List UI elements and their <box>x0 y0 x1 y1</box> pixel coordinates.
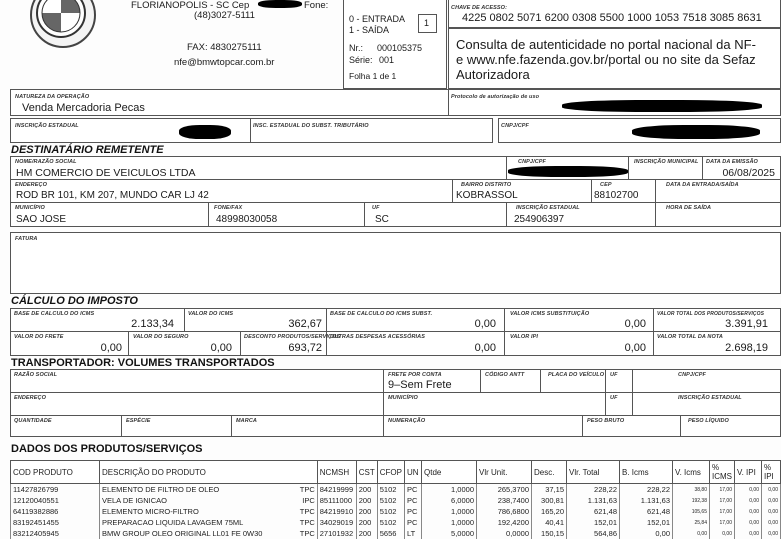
cell-bicms: 621,48 <box>620 506 673 517</box>
danfe-serie-label: Série: <box>349 55 373 65</box>
cell-pipi: 0,00 <box>762 495 781 506</box>
cell-cfop: 5102 <box>377 495 404 506</box>
transp-ie-label: INSCRIÇÃO ESTADUAL <box>678 395 742 401</box>
cell-desc: 150,15 <box>532 528 567 539</box>
imposto-sep-4 <box>653 308 654 356</box>
v-nota-value: 2.698,19 <box>725 342 768 354</box>
transp-especie-label: ESPÉCIE <box>126 418 151 424</box>
cell-pipi: 0,00 <box>762 517 781 528</box>
outras-label: OUTRAS DESPESAS ACESSÓRIAS <box>330 334 425 340</box>
dest-emissao-label: DATA DA EMISSÃO <box>706 159 758 165</box>
transp-sep-1 <box>383 369 384 437</box>
dest-emissao: 06/08/2025 <box>722 167 775 179</box>
transp-uf-label: UF <box>610 372 618 378</box>
transp-qtd-label: QUANTIDADE <box>14 418 52 424</box>
cell-un: PC <box>405 506 422 517</box>
transp-municipio-label: MUNICÍPIO <box>388 395 418 401</box>
bc-icms-label: BASE DE CALCULO DO ICMS <box>14 311 95 317</box>
transp-placa-label: PLACA DO VEÍCULO <box>548 372 605 378</box>
imposto-title: CÁLCULO DO IMPOSTO <box>11 295 138 307</box>
dest-uf-label: UF <box>372 205 380 211</box>
transp-sep-9 <box>680 415 681 437</box>
ipi-label: VALOR IPI <box>510 334 538 340</box>
cell-vicms: 25,84 <box>673 517 710 528</box>
dest-endereco: ROD BR 101, KM 207, MUNDO CAR LJ 42 <box>16 190 209 201</box>
cell-origem: TPC <box>294 517 317 528</box>
cell-qtde: 1,0000 <box>422 506 477 517</box>
col-vunit: Vlr Unit. <box>477 461 532 484</box>
cell-vtotal: 228,22 <box>567 484 620 496</box>
transp-razao-label: RAZÃO SOCIAL <box>14 372 58 378</box>
redacted-protocolo <box>562 100 762 112</box>
transp-sep-6 <box>121 415 122 437</box>
emitter-fax: FAX: 4830275111 <box>187 42 262 53</box>
dest-endereco-label: ENDEREÇO <box>15 182 47 188</box>
col-cfop: CFOP <box>377 461 404 484</box>
cell-cfop: 5102 <box>377 506 404 517</box>
cell-cod: 12120040551 <box>11 495 100 506</box>
cell-origem: TPC <box>294 484 317 496</box>
cell-ncmsh: 27101932 <box>317 528 356 539</box>
cell-vipi: 0,00 <box>735 495 762 506</box>
transp-bruto-label: PESO BRUTO <box>587 418 625 424</box>
dest-nome: HM COMERCIO DE VEICULOS LTDA <box>16 167 196 179</box>
dest-bairro: KOBRASSOL <box>456 190 518 201</box>
dest-ie-label: INSCRIÇÃO ESTADUAL <box>516 205 580 211</box>
emitter-phone: (48)3027-5111 <box>194 10 255 21</box>
redacted-dest-cnpj <box>508 166 628 177</box>
col-cst: CST <box>356 461 377 484</box>
transp-divider-1 <box>10 392 781 393</box>
cell-picms: 0,00 <box>710 528 735 539</box>
company-logo <box>30 0 96 48</box>
cell-origem: TPC <box>294 506 317 517</box>
imposto-sep-6 <box>240 331 241 356</box>
products-table <box>10 460 781 539</box>
transp-sep-4 <box>605 369 606 415</box>
transp-divider-2 <box>10 415 781 416</box>
cell-picms: 17,00 <box>710 495 735 506</box>
cell-vicms: 38,80 <box>673 484 710 496</box>
natureza-value: Venda Mercadoria Pecas <box>22 102 145 114</box>
cell-vipi: 0,00 <box>735 528 762 539</box>
dest-nome-label: NOME/RAZÃO SOCIAL <box>15 159 77 165</box>
col-pipi: % IPI <box>762 461 781 484</box>
cell-ncmsh: 85111000 <box>317 495 356 506</box>
danfe-nr-label: Nr.: <box>349 43 364 53</box>
cell-ncmsh: 34029019 <box>317 517 356 528</box>
transp-numeracao-label: NUMERAÇÃO <box>388 418 426 424</box>
cell-vunit: 192,4200 <box>477 517 532 528</box>
redacted-ie <box>179 125 231 139</box>
cell-vicms: 105,65 <box>673 506 710 517</box>
dest-im-label: INSCRIÇÃO MUNICIPAL <box>634 159 699 165</box>
redacted-cep <box>258 0 302 8</box>
consulta-text: Consulta de autenticidade no portal nacional da NF-e www.nfe.fazenda.gov.br/portal ou no site da Sefaz Autorizadora <box>456 37 756 82</box>
emitter-fone-label: Fone: <box>304 0 329 11</box>
col-vicms: V. Icms <box>673 461 710 484</box>
ie-st-box <box>250 118 493 143</box>
desconto-label: DESCONTO PRODUTOS/SERVIÇOS <box>244 334 341 340</box>
danfe-entrada: 0 - ENTRADA <box>349 14 406 24</box>
bc-st-label: BASE DE CALCULO DO ICMS SUBST. <box>330 311 433 317</box>
v-nota-label: VALOR TOTAL DA NOTA <box>657 334 723 340</box>
dest-cep: 88102700 <box>594 190 639 201</box>
cell-desc: 40,41 <box>532 517 567 528</box>
dest-ie: 254906397 <box>514 214 565 225</box>
imposto-sep-3 <box>504 308 505 356</box>
transp-antt-label: CÓDIGO ANTT <box>485 372 525 378</box>
dest-uf: SC <box>375 214 389 225</box>
cell-descricao: ELEMENTO DE FILTRO DE OLEO <box>100 484 295 496</box>
cell-origem: TPC <box>294 528 317 539</box>
col-un: UN <box>405 461 422 484</box>
transp-frete-label: FRETE POR CONTA <box>388 372 442 378</box>
cell-qtde: 5,0000 <box>422 528 477 539</box>
transp-frete: 9–Sem Frete <box>388 379 452 391</box>
frete-value: 0,00 <box>100 342 122 354</box>
cell-cst: 200 <box>356 517 377 528</box>
cell-vipi: 0,00 <box>735 506 762 517</box>
dest-hora-label: HORA DE SAÍDA <box>666 205 712 211</box>
transp-sep-3 <box>540 369 541 392</box>
cell-vunit: 0,0000 <box>477 528 532 539</box>
cell-vtotal: 621,48 <box>567 506 620 517</box>
col-picms: % ICMS <box>710 461 735 484</box>
cell-pipi: 0,00 <box>762 506 781 517</box>
desconto-value: 693,72 <box>288 342 322 354</box>
cell-un: LT <box>405 528 422 539</box>
cell-qtde: 1,0000 <box>422 484 477 496</box>
cell-pipi: 0,00 <box>762 528 781 539</box>
imposto-sep-5 <box>128 331 129 356</box>
ie-st-label: INSC. ESTADUAL DO SUBST. TRIBUTÁRIO <box>253 123 369 129</box>
ie-label: INSCRIÇÃO ESTADUAL <box>15 123 79 129</box>
v-st-label: VALOR ICMS SUBSTITUIÇÃO <box>510 311 590 317</box>
col-descricao: DESCRIÇÃO DO PRODUTO <box>100 461 318 484</box>
danfe-nr-value: 000105375 <box>377 43 423 53</box>
table-row <box>11 528 781 539</box>
imposto-sep-2 <box>326 308 327 356</box>
col-ncmsh: NCMSH <box>317 461 356 484</box>
cell-descricao: VELA DE IGNICAO <box>100 495 295 506</box>
fatura-label: FATURA <box>15 236 38 242</box>
v-icms-value: 362,67 <box>288 318 322 330</box>
v-st-value: 0,00 <box>624 318 646 330</box>
cell-bicms: 152,01 <box>620 517 673 528</box>
dest-fone-label: FONE/FAX <box>214 205 243 211</box>
bmw-roundel-icon <box>30 0 92 44</box>
cell-cod: 11427826799 <box>11 484 100 496</box>
seguro-value: 0,00 <box>210 342 232 354</box>
cell-vipi: 0,00 <box>735 484 762 496</box>
cell-vtotal: 152,01 <box>567 517 620 528</box>
cell-ncmsh: 84219910 <box>317 506 356 517</box>
cell-un: PC <box>405 517 422 528</box>
transp-cnpj-label: CNPJ/CPF <box>678 372 706 378</box>
natureza-label: NATUREZA DA OPERAÇÃO <box>15 94 90 100</box>
cell-qtde: 6,0000 <box>422 495 477 506</box>
cell-bicms: 1.131,63 <box>620 495 673 506</box>
cell-vtotal: 1.131,63 <box>567 495 620 506</box>
cell-descricao: BMW GROUP OLEO ORIGINAL LL01 FE 0W30 <box>100 528 295 539</box>
cell-descricao: PREPARACAO LIQUIDA LAVAGEM 75ML <box>100 517 295 528</box>
cell-vunit: 786,6800 <box>477 506 532 517</box>
transp-endereco-label: ENDEREÇO <box>14 395 46 401</box>
cell-bicms: 0,00 <box>620 528 673 539</box>
cell-vunit: 238,7400 <box>477 495 532 506</box>
cell-descricao: ELEMENTO MICRO-FILTRO <box>100 506 295 517</box>
cell-qtde: 1,0000 <box>422 517 477 528</box>
cnpj-label: CNPJ/CPF <box>501 123 529 129</box>
cell-picms: 17,00 <box>710 484 735 496</box>
cell-cst: 200 <box>356 528 377 539</box>
danfe-type-value: 1 <box>424 18 430 28</box>
dest-municipio: SAO JOSE <box>16 214 67 225</box>
col-cod: COD PRODUTO <box>11 461 100 484</box>
cell-vicms: 0,00 <box>673 528 710 539</box>
v-prod-value: 3.391,91 <box>725 318 768 330</box>
transp-marca-label: MARCA <box>236 418 257 424</box>
transp-sep-7 <box>231 415 232 437</box>
cell-un: PC <box>405 484 422 496</box>
cell-cst: 200 <box>356 495 377 506</box>
fatura-box <box>10 232 781 294</box>
redacted-cnpj <box>632 125 760 139</box>
cell-un: PC <box>405 495 422 506</box>
imposto-sep-1 <box>184 308 185 331</box>
cell-bicms: 228,22 <box>620 484 673 496</box>
cell-desc: 37,15 <box>532 484 567 496</box>
dest-fone: 48998030058 <box>216 214 278 225</box>
table-row <box>11 506 781 517</box>
v-icms-label: VALOR DO ICMS <box>188 311 234 317</box>
cell-ncmsh: 84219999 <box>317 484 356 496</box>
cell-picms: 17,00 <box>710 506 735 517</box>
cell-cfop: 5656 <box>377 528 404 539</box>
cell-cod: 83212405945 <box>11 528 100 539</box>
access-key-value: 4225 0802 5071 6200 0308 5500 1000 1053 7518 3085 8631 <box>462 12 762 24</box>
bc-icms-value: 2.133,34 <box>131 318 174 330</box>
col-bicms: B. Icms <box>620 461 673 484</box>
col-vtotal: Vlr. Total <box>567 461 620 484</box>
danfe-folha: Folha 1 de 1 <box>349 71 397 81</box>
cell-cfop: 5102 <box>377 517 404 528</box>
dest-bairro-label: BAIRRO DISTRITO <box>461 182 512 188</box>
cell-pipi: 0,00 <box>762 484 781 496</box>
table-row <box>11 484 781 496</box>
transp-sep-2 <box>480 369 481 392</box>
destinatario-title: DESTINATÁRIO REMETENTE <box>11 144 164 156</box>
transp-liquido-label: PESO LÍQUIDO <box>688 418 729 424</box>
col-desc: Desc. <box>532 461 567 484</box>
cell-desc: 165,20 <box>532 506 567 517</box>
produtos-title: DADOS DOS PRODUTOS/SERVIÇOS <box>11 443 203 455</box>
dest-entrada-label: DATA DA ENTRADA/SAÍDA <box>666 182 739 188</box>
outras-value: 0,00 <box>474 342 496 354</box>
cell-vicms: 192,38 <box>673 495 710 506</box>
frete-label: VALOR DO FRETE <box>14 334 64 340</box>
protocolo-label: Protocolo de autorização de uso <box>451 94 540 100</box>
table-row <box>11 517 781 528</box>
transp-sep-8 <box>582 415 583 437</box>
transp-uf2-label: UF <box>610 395 618 401</box>
imposto-divider <box>10 331 781 332</box>
bc-st-value: 0,00 <box>474 318 496 330</box>
transportador-title: TRANSPORTADOR: VOLUMES TRANSPORTADOS <box>11 357 275 369</box>
table-row <box>11 495 781 506</box>
emitter-email: nfe@bmwtopcar.com.br <box>174 57 275 68</box>
cell-cod: 64119382886 <box>11 506 100 517</box>
emitter-address: FLORIANOPOLIS - SC Cep <box>131 0 250 11</box>
cell-cod: 83192451455 <box>11 517 100 528</box>
v-prod-label: VALOR TOTAL DOS PRODUTOS/SERVIÇOS <box>657 311 765 317</box>
dest-cep-label: CEP <box>600 182 612 188</box>
ipi-value: 0,00 <box>624 342 646 354</box>
cell-vunit: 265,3700 <box>477 484 532 496</box>
cell-origem: IPC <box>294 495 317 506</box>
col-vipi: V. IPI <box>735 461 762 484</box>
cell-cfop: 5102 <box>377 484 404 496</box>
col-qtde: Qtde <box>422 461 477 484</box>
cell-desc: 300,81 <box>532 495 567 506</box>
cell-cst: 200 <box>356 506 377 517</box>
cell-vipi: 0,00 <box>735 517 762 528</box>
cell-cst: 200 <box>356 484 377 496</box>
seguro-label: VALOR DO SEGURO <box>133 334 189 340</box>
cell-picms: 17,00 <box>710 517 735 528</box>
danfe-saida: 1 - SAÍDA <box>349 25 390 35</box>
access-key-label: CHAVE DE ACESSO: <box>451 5 507 11</box>
cell-vtotal: 564,86 <box>567 528 620 539</box>
dest-municipio-label: MUNICÍPIO <box>15 205 45 211</box>
dest-cnpj-label: CNPJ/CPF <box>518 159 546 165</box>
danfe-serie-value: 001 <box>379 55 395 65</box>
products-header-row <box>11 461 781 484</box>
transp-sep-5 <box>632 369 633 415</box>
